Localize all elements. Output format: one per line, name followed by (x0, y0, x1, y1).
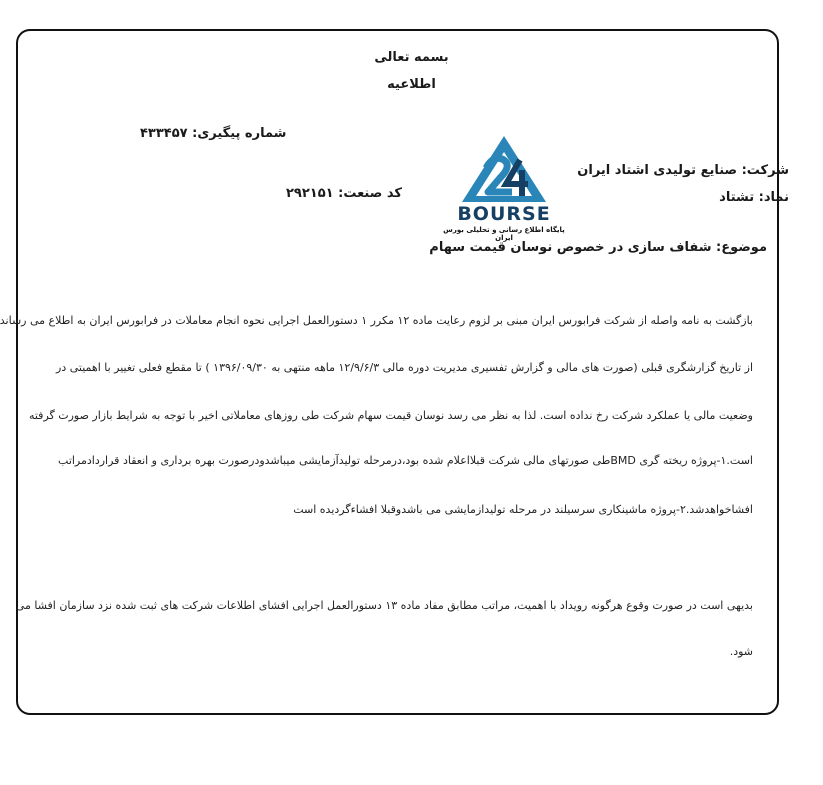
header-announcement: اطلاعیه (387, 77, 436, 92)
body-line: است.۱-پروژه ریخته گری BMDطی صورتهای مالی شرکت قبلااعلام شده بود،درمرحله تولیدآزمایشی میباشدودرصورت بهره برداری و انعقاد قراردادمراتب (58, 454, 753, 467)
body-line: وضعیت مالی یا عملکرد شرکت رخ نداده است. لذا به نظر می رسد نوسان قیمت سهام شرکت طی روزهای معاملاتی اخیر با توجه به شرایط بازار صورت گرفته (28, 409, 753, 422)
body-line: بازگشت به نامه واصله از شرکت فرابورس ایران مبنی بر لزوم رعایت ماده ۱۲ مکرر ۱ دستورالعمل اجرایی نحوه انجام معاملات در فرابورس ایران به اطلاع می رساند (0, 314, 753, 327)
logo-caption: پایگاه اطلاع رسانی و تحلیلی بورس ایران (443, 226, 565, 242)
body-line: افشاخواهدشد.۲-پروژه ماشینکاری سرسیلند در مرحله تولیدازمایشی می باشدوقبلا افشاءگردیده است (293, 503, 753, 516)
tracking-number: شماره پیگیری: ۴۳۳۴۵۷ (140, 126, 287, 141)
bourse-logo-icon (434, 130, 574, 225)
subject-line: موضوع: شفاف سازی در خصوص نوسان قیمت سهام (429, 240, 767, 255)
industry-code: کد صنعت: ۲۹۲۱۵۱ (286, 186, 402, 201)
body-line: بدیهی است در صورت وقوع هرگونه رویداد با اهمیت، مراتب مطابق مفاد ماده ۱۳ دستورالعمل اجرایی افشای اطلاعات شرکت های ثبت شده نزد سازمان افشا می (15, 599, 753, 612)
body-line: از تاریخ گزارشگری قبلی (صورت های مالی و گزارش تفسیری مدیریت دوره مالی ۱۲/۹/۶/۳ ماهه منتهی به ۱۳۹۶/۰۹/۳۰ ) تا مقطع فعلی تغییر با اهمیتی در (56, 361, 753, 374)
body-line: شود. (729, 645, 753, 658)
bourse-logo (434, 130, 574, 240)
logo-wordmark: BOURSE (457, 203, 551, 225)
stock-symbol: نماد: تشتاد (719, 190, 789, 205)
header-bismillah: بسمه تعالی (374, 50, 449, 65)
company-name: شرکت: صنایع تولیدی اشتاد ایران (577, 163, 789, 178)
